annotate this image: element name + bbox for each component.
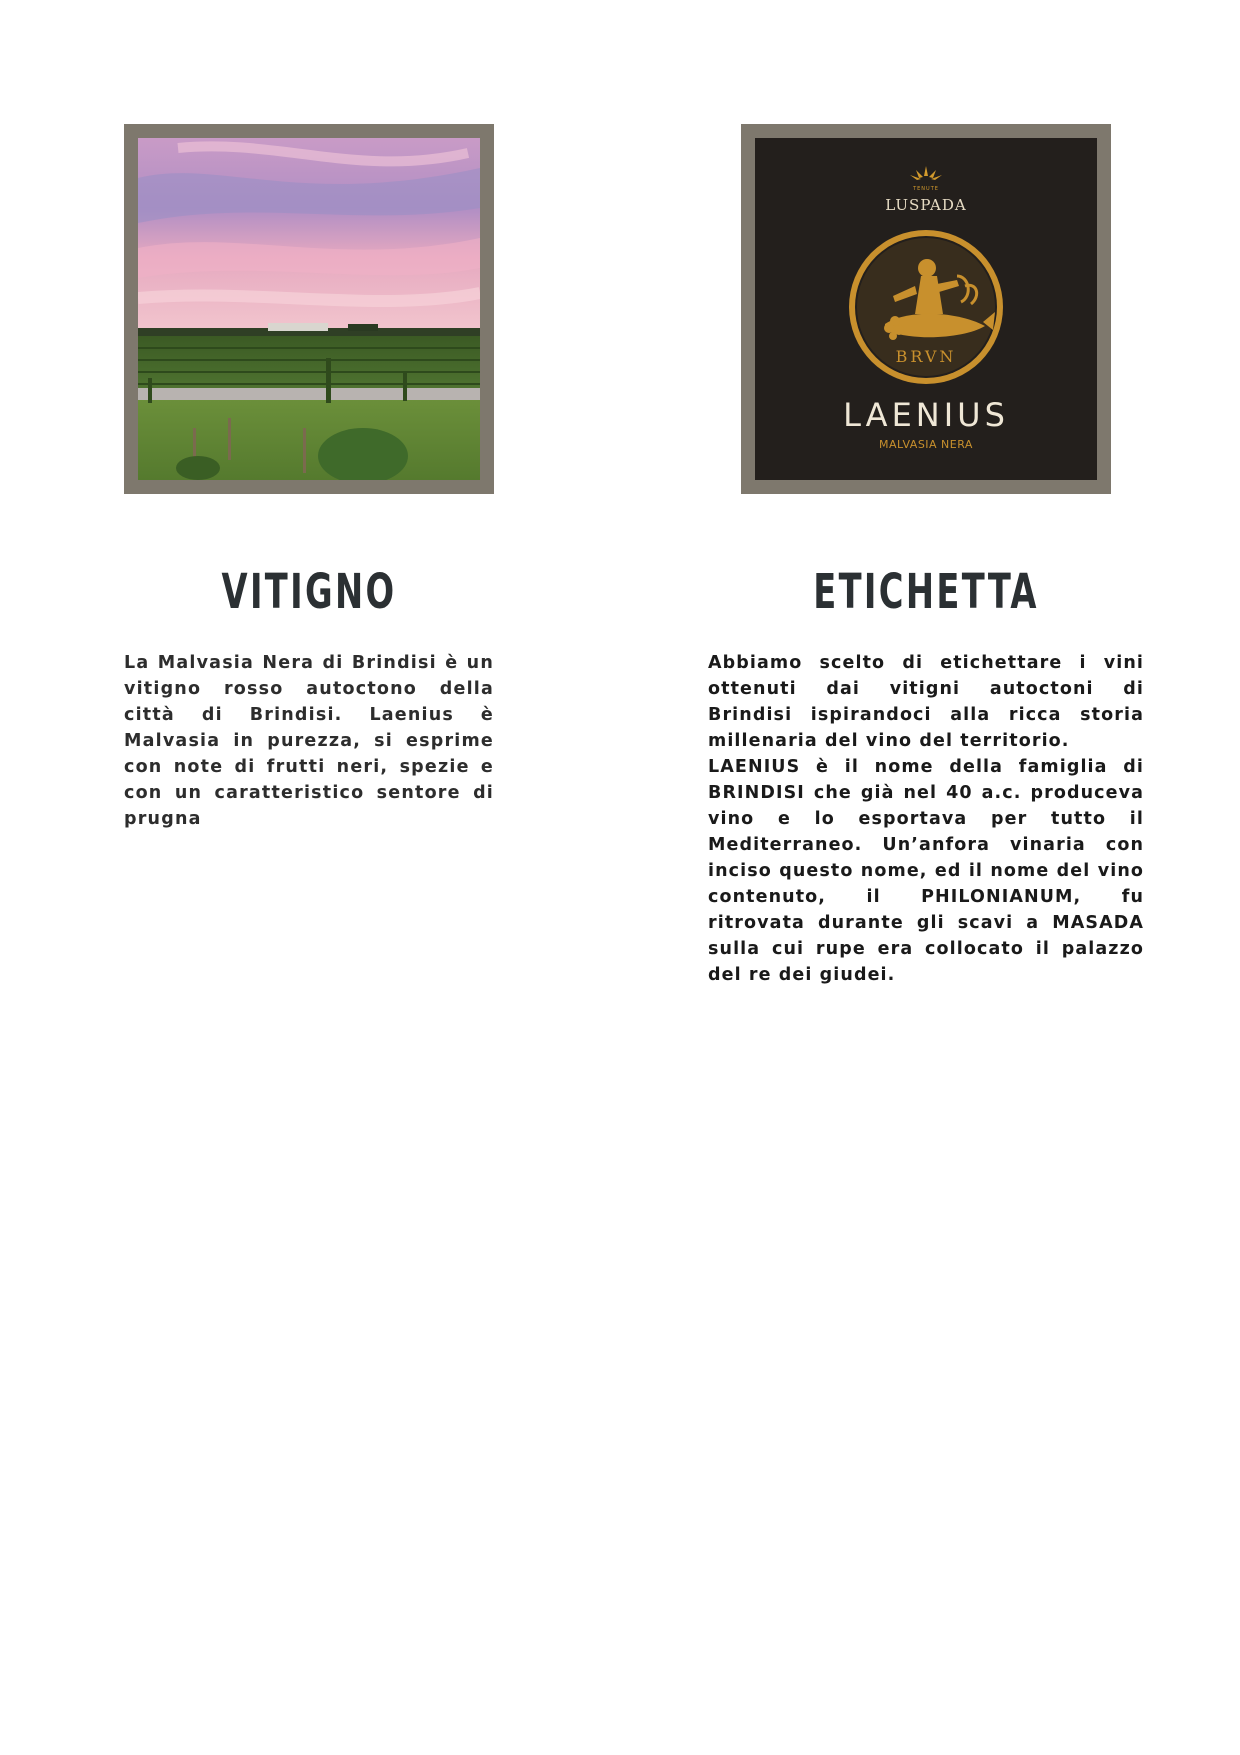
medallion-emblem-icon	[845, 226, 1007, 388]
crown-logo-icon	[906, 164, 946, 186]
etichetta-paragraph-1: Abbiamo scelto di etichettare i vini ottenuti dai vitigni autoctoni di Brindisi ispirandoci alla ricca storia millenaria del vino del territorio.	[708, 653, 1144, 751]
medallion-text: BRVN	[895, 347, 957, 366]
etichetta-paragraph-2: LAENIUS è il nome della famiglia di BRINDISI che già nel 40 a.c. produceva vino e lo esportava per tutto il Mediterraneo. Un’anfora vinaria con inciso questo nome, ed il nome del vino contenuto, il PHILONIANUM, fu ritrovata durante gli scavi a MASADA sulla cui rupe era collocato il palazzo del re dei giudei.	[708, 757, 1144, 985]
wine-name: LAENIUS	[843, 396, 1009, 434]
vitigno-heading: VITIGNO	[221, 564, 397, 620]
brand-name: LUSPADA	[885, 196, 967, 214]
wine-subtitle: MALVASIA NERA	[879, 438, 973, 451]
vineyard-photo	[138, 138, 480, 480]
wine-label	[755, 138, 1097, 480]
vineyard-photo-frame	[124, 124, 494, 494]
vitigno-description: La Malvasia Nera di Brindisi è un vitigno rosso autoctono della città di Brindisi. Laenius è Malvasia in purezza, si esprime con note di frutti neri, spezie e con un caratteristico sentore di prugna	[124, 653, 494, 829]
brand-top-text: TENUTE	[913, 186, 939, 192]
etichetta-heading: ETICHETTA	[813, 564, 1039, 620]
etichetta-description	[708, 650, 1144, 988]
wine-label-frame	[741, 124, 1111, 494]
vineyard-image	[138, 138, 480, 480]
